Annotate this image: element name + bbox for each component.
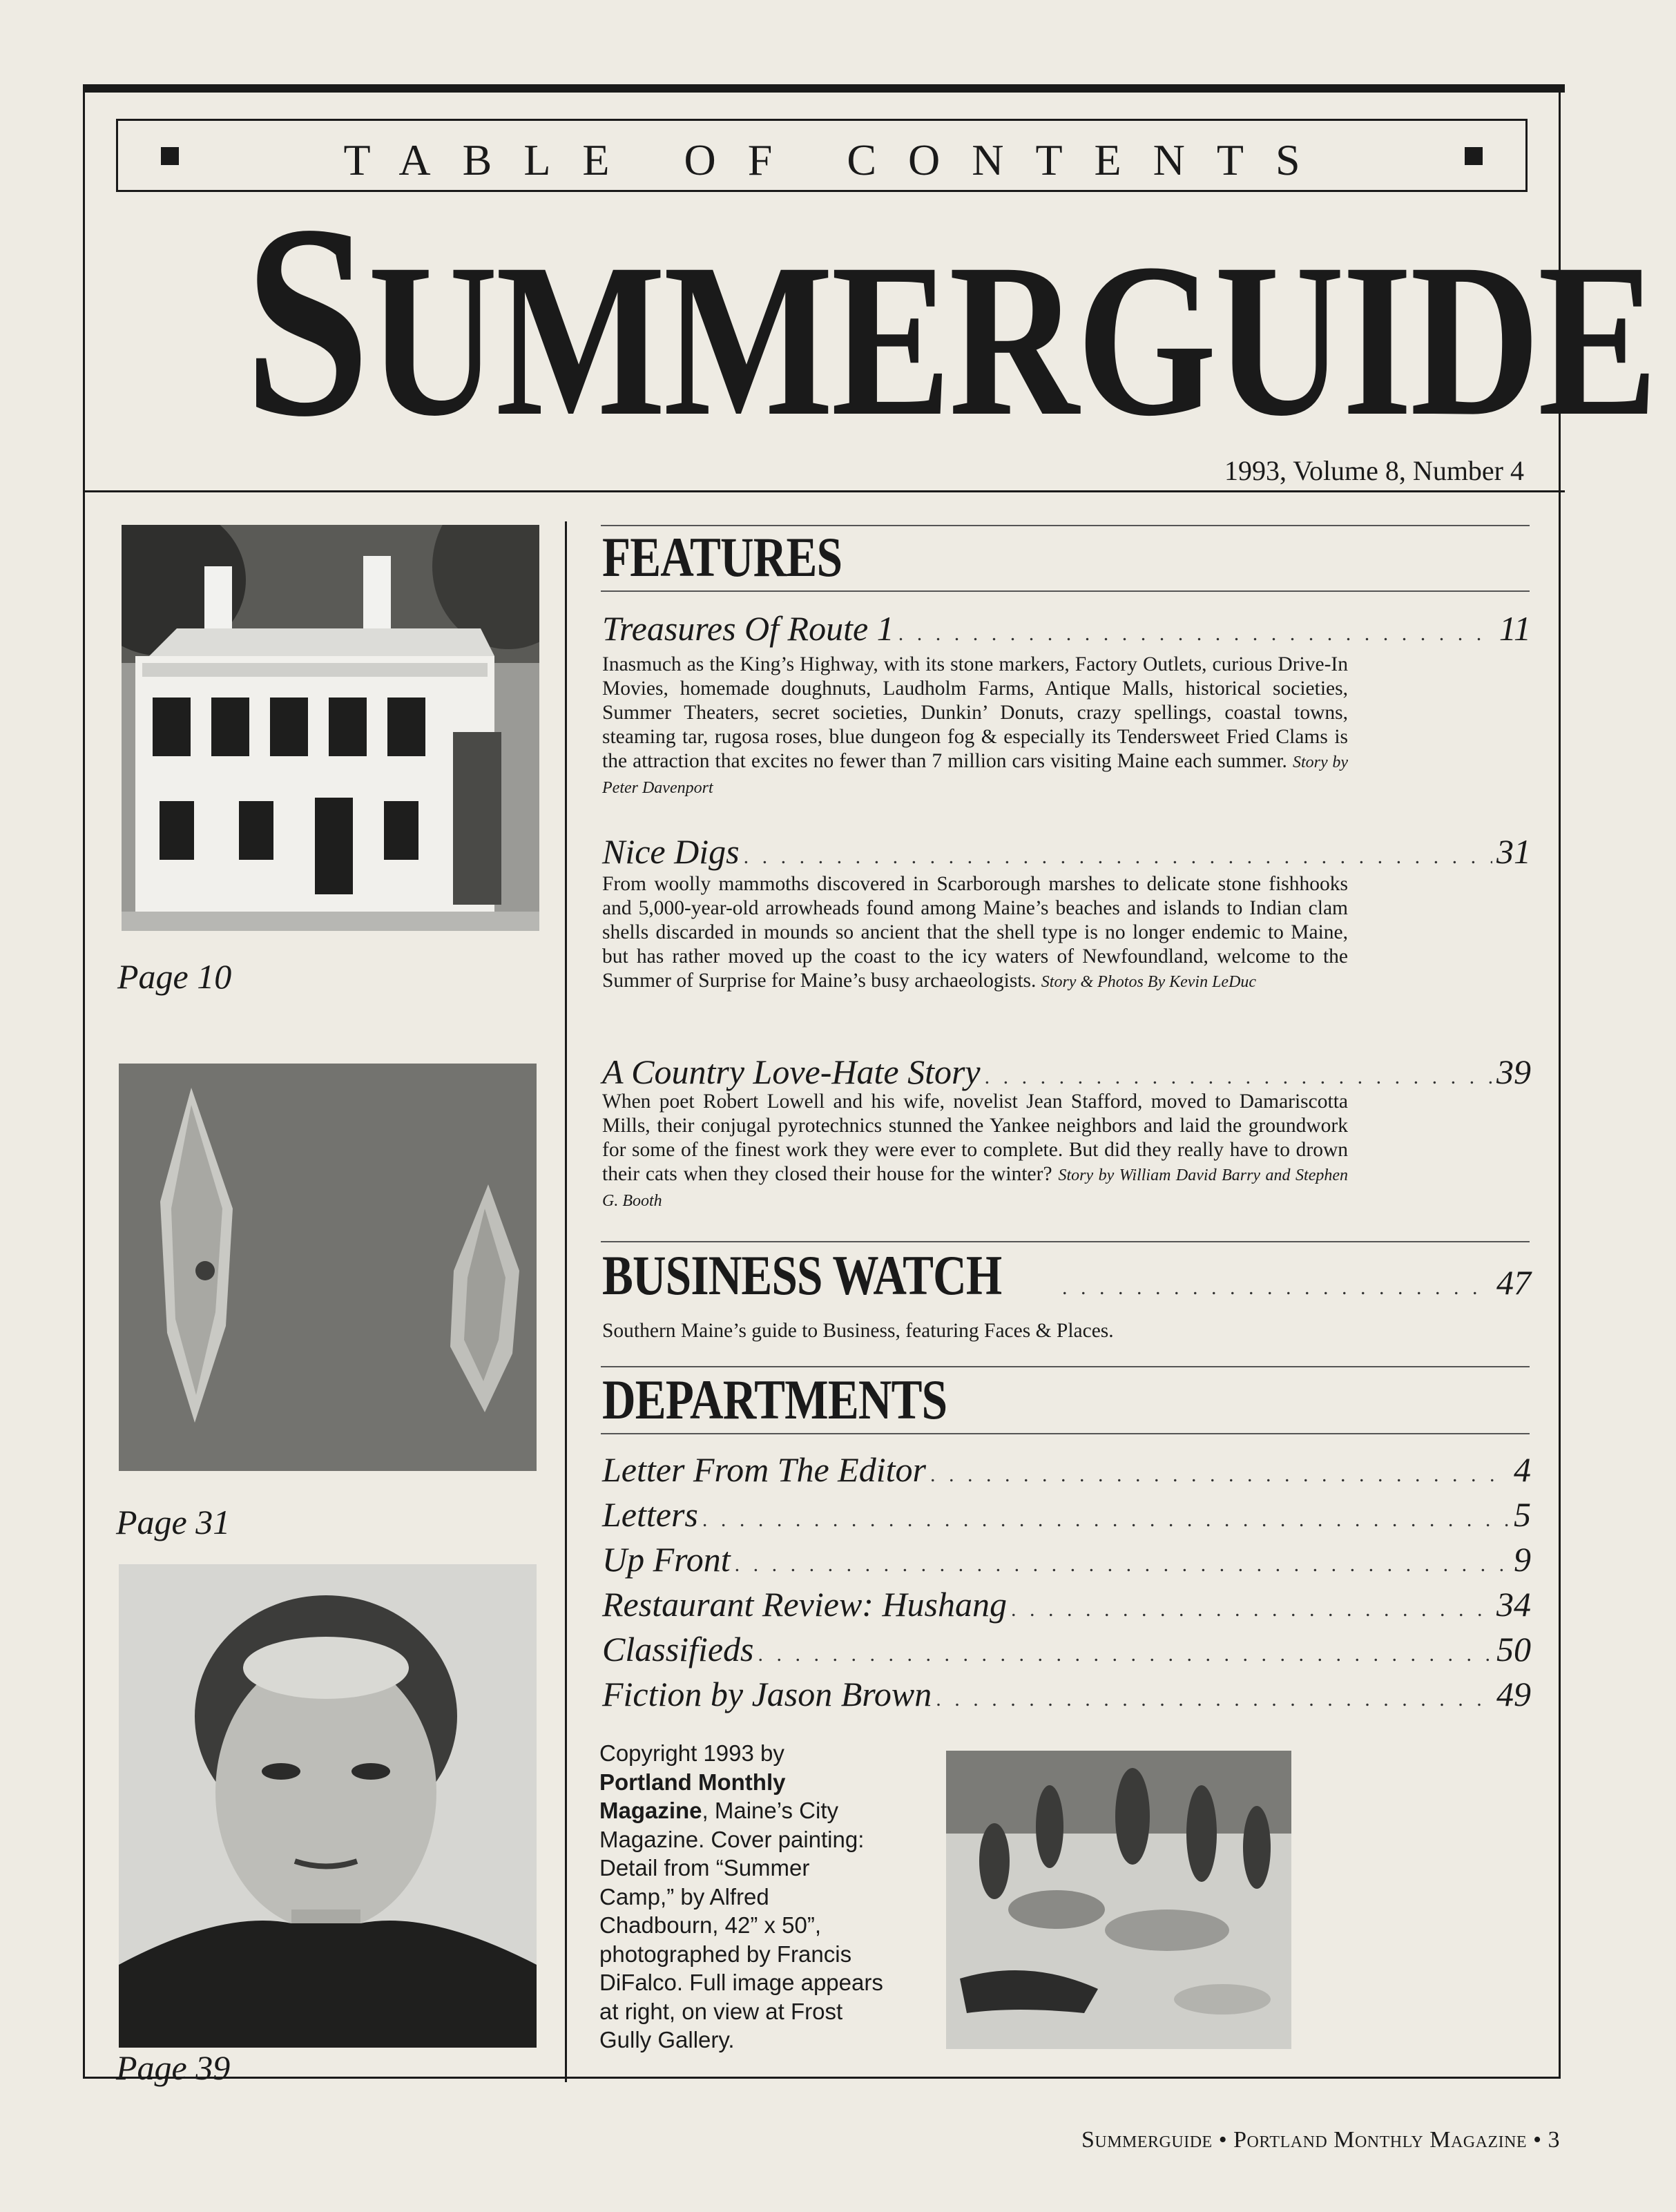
toc-label: TABLE OF CONTENTS — [343, 135, 1332, 184]
entry-page: 5 — [1514, 1495, 1531, 1534]
entry-page: 50 — [1496, 1630, 1531, 1668]
entry-page: 47 — [1496, 1263, 1531, 1302]
toc-entry-letters[interactable] — [602, 1494, 1531, 1541]
entry-description — [602, 872, 1348, 994]
entry-description — [602, 653, 1348, 800]
house-caption: Page 10 — [117, 957, 232, 996]
column-divider — [565, 521, 567, 2082]
page-footer: Summerguide • Portland Monthly Magazine • 3 — [1081, 2127, 1560, 2153]
entry-title: Restaurant Review: Hushang — [602, 1585, 1008, 1624]
rule — [601, 1366, 1530, 1367]
toc-entry-fiction[interactable] — [602, 1673, 1531, 1720]
entry-title: A Country Love-Hate Story — [602, 1052, 981, 1091]
business-description: Southern Maine’s guide to Business, featuring Faces & Places. — [602, 1320, 1114, 1342]
entry-title: Fiction by Jason Brown — [602, 1675, 932, 1713]
business-heading: BUSINESS WATCH — [602, 1244, 1002, 1307]
leader-dots — [735, 1544, 1510, 1586]
masthead-rest: UMMERGUIDE — [367, 218, 1656, 461]
leader-dots — [702, 1499, 1510, 1541]
entry-page: 49 — [1496, 1675, 1531, 1713]
entry-title: Up Front — [602, 1540, 731, 1579]
leader-dots — [1062, 1276, 1492, 1300]
story-credit: Story & Photos By Kevin LeDuc — [1041, 973, 1257, 991]
leader-dots — [744, 836, 1492, 878]
entry-page: 9 — [1514, 1540, 1531, 1579]
story-credit: Story by Peter Davenport — [602, 753, 1348, 797]
entry-page: 31 — [1496, 832, 1531, 871]
toc-entry-letter-from-editor[interactable] — [602, 1449, 1531, 1496]
portrait-caption: Page 39 — [116, 2048, 231, 2087]
leader-dots — [1011, 1589, 1492, 1631]
house-photo — [122, 525, 539, 931]
toc-entry-nice-digs[interactable] — [602, 831, 1531, 878]
departments-heading: DEPARTMENTS — [602, 1368, 947, 1431]
story-credit: Story by William David Barry and Stephen G. Booth — [602, 1166, 1349, 1210]
entry-page: 11 — [1499, 609, 1531, 648]
leader-dots — [758, 1634, 1492, 1675]
rule — [601, 1433, 1530, 1434]
entry-title: Classifieds — [602, 1630, 754, 1668]
toc-entry-classifieds[interactable] — [602, 1628, 1531, 1675]
leader-dots — [930, 1454, 1510, 1496]
toc-entry-business-watch[interactable] — [602, 1243, 1531, 1308]
description-text: Inasmuch as the King’s Highway, with its stone markers, Factory Outlets, curious Drive-In Movies, homemade doughnuts, Laudholm Farms, Antique Malls, historical societies, Summer Theaters, secret societies, Dunkin’ Donuts, crazy spellings, coastal towns, steaming tar, rugosa roses, blue dungeon fog & especially its Tendersweet Fried Clams is the attraction that excites no fewer than 7 million cars visiting Maine each summer. — [602, 653, 1348, 772]
entry-title: Letter From The Editor — [602, 1450, 926, 1489]
copyright-notice — [599, 1739, 889, 2055]
description-text: From woolly mammoths discovered in Scarborough marshes to delicate stone fishhooks and 5,000-year-old arrowheads found among Maine’s beaches and islands to Indian clam shells discarded in mounds so ancient that the shell type is no longer endemic to Maine, but has rather moved up the coast to the icy waters of Newfoundland, welcome to the Summer of Surprise for Maine’s busy archaeologists. — [602, 873, 1348, 992]
entry-page: 4 — [1514, 1450, 1531, 1489]
entry-title: Letters — [602, 1495, 698, 1534]
arrowheads-photo — [119, 1064, 537, 1471]
rule — [601, 1241, 1530, 1242]
publisher-name: Portland Monthly Magazine — [599, 1769, 786, 1823]
entry-title: Treasures Of Route 1 — [602, 609, 894, 648]
leader-dots — [936, 1679, 1492, 1720]
toc-entry-up-front[interactable] — [602, 1539, 1531, 1586]
entry-page: 39 — [1496, 1052, 1531, 1091]
square-bullet-icon — [1465, 147, 1483, 165]
copyright-details: , Maine’s City Magazine. Cover painting: Detail from “Summer Camp,” by Alfred Chadbourn, 42” x 50”, photographed by Francis DiFalco. Full image appears at right, on view at Frost Gully Gallery. — [599, 1798, 883, 2052]
arrowheads-caption: Page 31 — [116, 1503, 231, 1541]
description-text: When poet Robert Lowell and his wife, novelist Jean Stafford, moved to Damariscotta Mills, their conjugal pyrotechnics stunned the Yankee neighbors and laid the groundwork for some of the finest work they were ever to complete. But did they really have to drown their cats when they closed their house for the winter? — [602, 1090, 1348, 1185]
header-divider — [83, 490, 1565, 492]
entry-description — [602, 1090, 1348, 1213]
leader-dots — [898, 613, 1495, 655]
entry-page: 34 — [1496, 1585, 1531, 1624]
copyright-line: Copyright 1993 by — [599, 1740, 784, 1766]
toc-entry-treasures[interactable] — [602, 608, 1531, 655]
rule — [601, 590, 1530, 592]
masthead-initial: S — [244, 168, 368, 474]
issue-info: 1993, Volume 8, Number 4 — [1224, 455, 1524, 486]
portrait-photo — [119, 1564, 537, 2048]
entry-title: Nice Digs — [602, 832, 740, 871]
cover-painting-photo — [946, 1751, 1291, 2049]
features-heading: FEATURES — [602, 526, 842, 588]
toc-entry-restaurant-review[interactable] — [602, 1584, 1531, 1631]
